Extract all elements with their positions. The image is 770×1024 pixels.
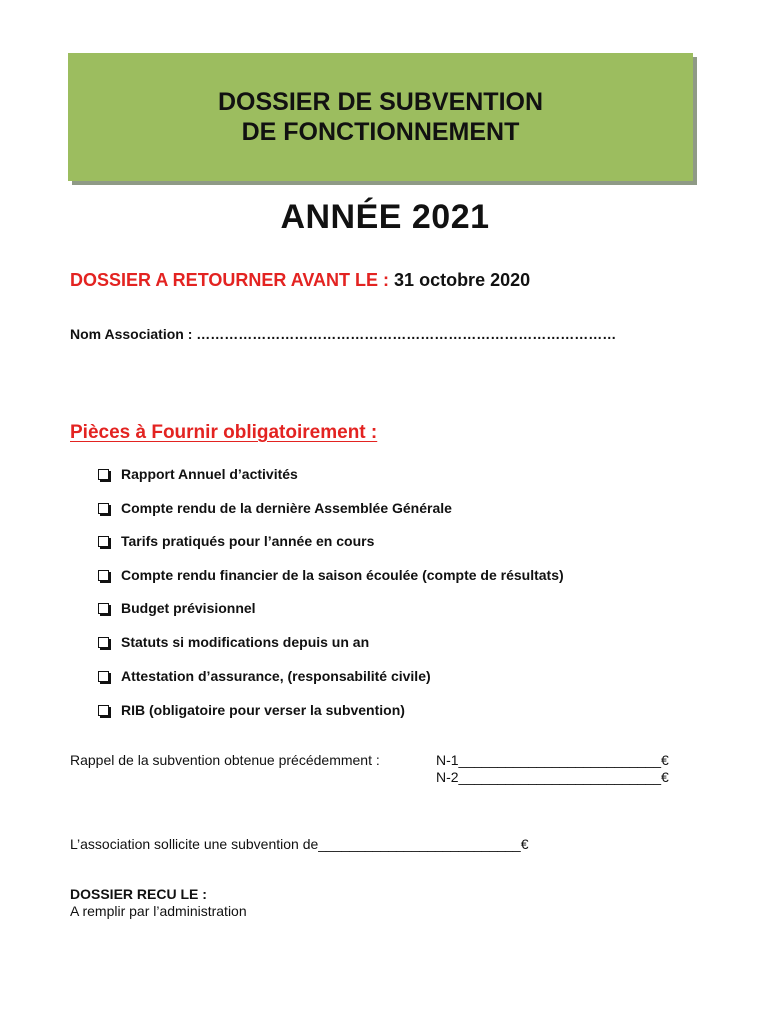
checklist-item[interactable] (98, 634, 369, 650)
checklist-item[interactable] (98, 500, 452, 516)
association-name-field[interactable] (70, 326, 616, 342)
association-name-label: Nom Association : (70, 326, 193, 342)
checkbox-icon[interactable] (98, 705, 109, 716)
checkbox-icon[interactable] (98, 671, 109, 682)
document-title-line-1: DOSSIER DE SUBVENTION (217, 88, 544, 116)
received-date-title: DOSSIER RECU LE : (70, 886, 207, 902)
checkbox-icon[interactable] (98, 570, 109, 581)
checklist-item-label: RIB (obligatoire pour verser la subvention) (121, 702, 405, 718)
checklist-item-label: Budget prévisionnel (121, 600, 256, 616)
checklist-item[interactable] (98, 600, 256, 616)
association-name-leader: ……………………………………………………………………………… (196, 326, 617, 342)
year-title: ANNÉE 2021 (280, 198, 490, 236)
checklist-item-label: Statuts si modifications depuis un an (121, 634, 370, 650)
checkbox-icon[interactable] (98, 637, 109, 648)
previous-subvention-n2-field[interactable]: N-2__________________________€ (436, 769, 669, 785)
checkbox-icon[interactable] (98, 536, 109, 547)
checklist-item-label: Rapport Annuel d’activités (121, 466, 298, 482)
checklist-item-label: Compte rendu financier de la saison écoulée (compte de résultats) (121, 567, 564, 583)
document-title-line-2: DE FONCTIONNEMENT (241, 118, 520, 146)
requested-subvention-field[interactable]: L’association sollicite une subvention de__________________________€ (70, 836, 529, 852)
checklist-item[interactable] (98, 533, 374, 549)
checkbox-icon[interactable] (98, 603, 109, 614)
checkbox-icon[interactable] (98, 469, 109, 480)
pieces-section-title: Pièces à Fournir obligatoirement : (70, 422, 378, 443)
previous-subvention-n1-field[interactable]: N-1__________________________€ (436, 752, 669, 768)
deadline-label: DOSSIER A RETOURNER AVANT LE : (70, 270, 390, 290)
deadline-line (70, 270, 530, 291)
previous-subvention-label: Rappel de la subvention obtenue précédemment : (70, 752, 380, 768)
received-date-note: A remplir par l’administration (70, 903, 247, 919)
checklist-item[interactable] (98, 466, 298, 482)
checklist-item-label: Attestation d’assurance, (responsabilité civile) (121, 668, 431, 684)
checklist-item-label: Compte rendu de la dernière Assemblée Générale (121, 500, 452, 516)
checkbox-icon[interactable] (98, 503, 109, 514)
checklist-item[interactable] (98, 702, 405, 718)
header-box (68, 53, 693, 181)
checklist-item[interactable] (98, 668, 431, 684)
deadline-date: 31 octobre 2020 (394, 270, 531, 290)
checklist-item-label: Tarifs pratiqués pour l’année en cours (121, 533, 375, 549)
checklist-item[interactable] (98, 567, 564, 583)
